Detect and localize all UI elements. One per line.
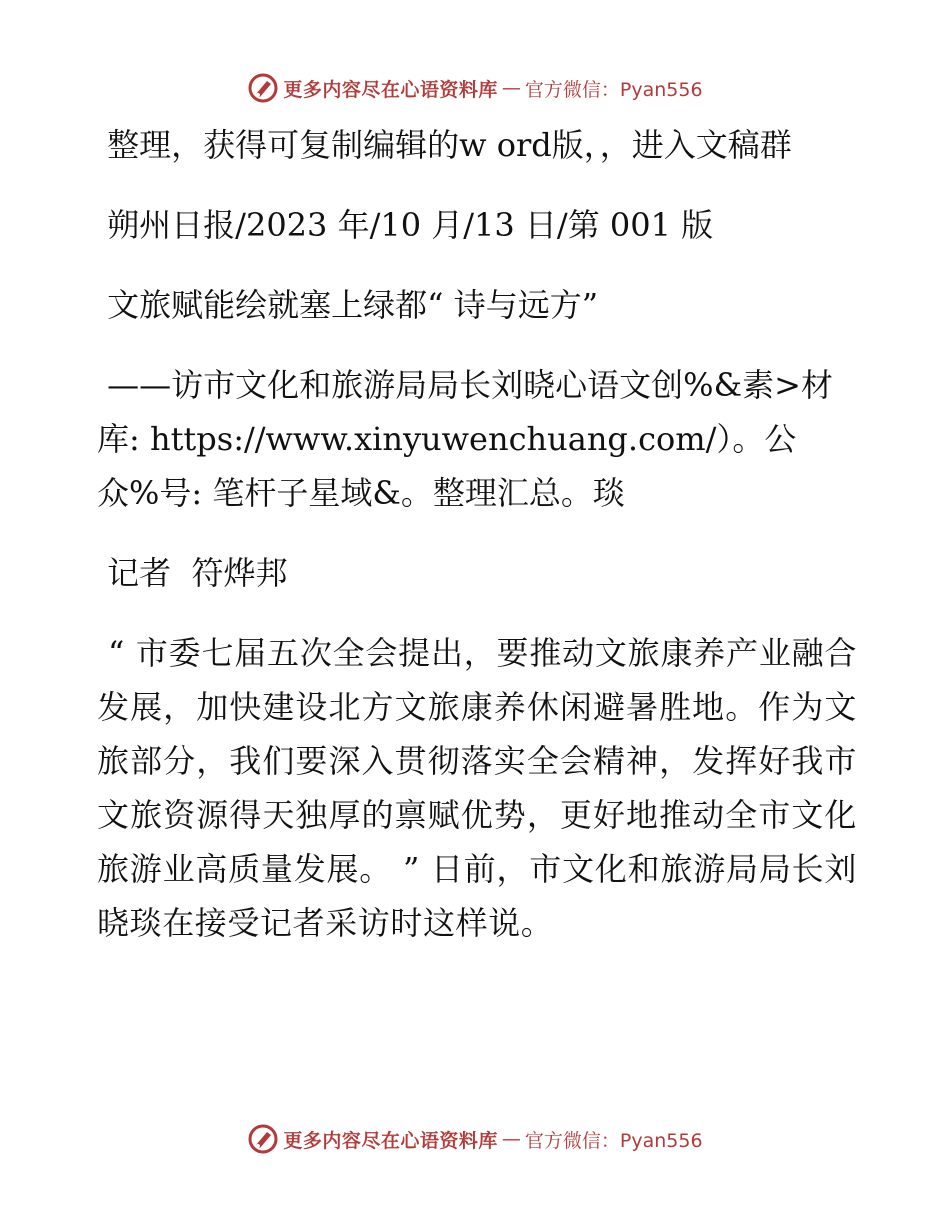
watermark-site-text: 更多内容尽在心语资料库 [283,78,498,101]
byline: 记者 符烨邦 [97,554,288,592]
body-paragraph: “ 市委七届五次全会提出，要推动文旅康养产业融合发展，加快建设北方文旅康养休闲避暑胜地。作为文旅部分，我们要深入贯彻落实全会精神，发挥好我市文旅资源得天独厚的禀赋优势，更好地推动全市文化旅游业高质量发展。 ” 日前，市文化和旅游局局长刘晓琰在接受记者采访时这样说。 [97,634,857,942]
intro-note: 整理，获得可复制编辑的w ord版，，进入文稿群 [97,126,792,164]
watermark-dash: — [501,1128,521,1150]
header-watermark [0,72,950,104]
watermark-dash: — [501,77,521,99]
watermark-wechat-text: 官方微信：Pyan556 [524,78,703,101]
article-subtitle: ——访市文化和旅游局局长刘晓心语文创%&素>材库: https://www.xinyuwenchuang.com/）。公众%号: 笔杆子星域&。整理汇总。琰 [97,366,833,512]
brand-logo-icon [247,72,279,104]
brand-logo-icon [247,1123,279,1155]
watermark-wechat-text: 官方微信：Pyan556 [524,1129,703,1152]
article-title: 文旅赋能绘就塞上绿都“ 诗与远方” [97,286,599,324]
publication-line: 朔州日报/2023 年/10 月/13 日/第 001 版 [97,206,714,244]
footer-watermark [0,1123,950,1155]
watermark-site-text: 更多内容尽在心语资料库 [283,1129,498,1152]
document-body [97,118,857,976]
